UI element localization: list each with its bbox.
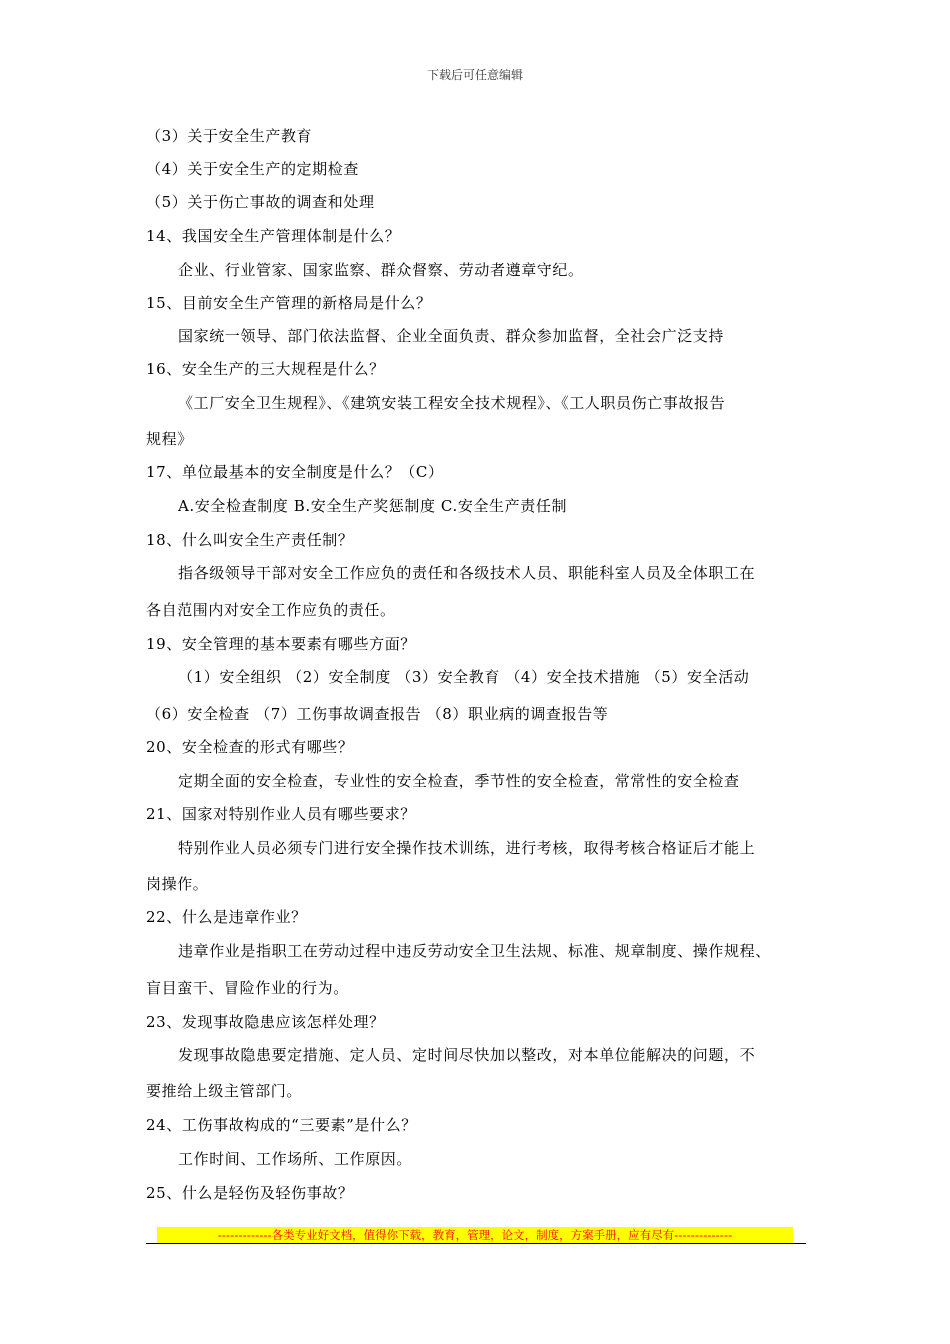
answer-line: （3）关于安全生产教育: [146, 127, 313, 145]
answer-23: 发现事故隐患要定措施、定人员、定时间尽快加以整改，对本单位能解决的问题，不: [178, 1046, 756, 1064]
answer-line: （4）关于安全生产的定期检查: [146, 160, 359, 178]
answer-17: A.安全检查制度 B.安全生产奖惩制度 C.安全生产责任制: [178, 497, 568, 515]
answer-21: 特别作业人员必须专门进行安全操作技术训练，进行考核，取得考核合格证后才能上: [178, 839, 756, 857]
question-24: 24、工伤事故构成的“三要素”是什么？: [146, 1116, 417, 1134]
answer-18: 指各级领导干部对安全工作应负的责任和各级技术人员、职能科室人员及全体职工在: [178, 564, 756, 582]
answer-14: 企业、行业管家、国家监察、群众督察、劳动者遵章守纪。: [178, 261, 584, 279]
answer-16-cont: 规程》: [146, 430, 193, 448]
answer-22-cont: 盲目蛮干、冒险作业的行为。: [146, 979, 349, 997]
question-25: 25、什么是轻伤及轻伤事故？: [146, 1184, 354, 1202]
question-17: 17、单位最基本的安全制度是什么？（C）: [146, 463, 444, 481]
answer-22: 违章作业是指职工在劳动过程中违反劳动安全卫生法规、标准、规章制度、操作规程、: [178, 942, 771, 960]
question-15: 15、目前安全生产管理的新格局是什么？: [146, 294, 432, 312]
question-14: 14、我国安全生产管理体制是什么？: [146, 227, 401, 245]
answer-18-cont: 各自范围内对安全工作应负的责任。: [146, 601, 396, 619]
answer-19: （1）安全组织 （2）安全制度 （3）安全教育 （4）安全技术措施 （5）安全活动: [178, 668, 750, 686]
answer-16: 《工厂安全卫生规程》、《建筑安装工程安全技术规程》、《工人职员伤亡事故报告: [178, 394, 726, 412]
answer-20: 定期全面的安全检查，专业性的安全检查，季节性的安全检查，常常性的安全检查: [178, 772, 740, 790]
question-16: 16、安全生产的三大规程是什么？: [146, 360, 385, 378]
question-19: 19、安全管理的基本要素有哪些方面？: [146, 635, 416, 653]
answer-19-cont: （6）安全检查 （7）工伤事故调查报告 （8）职业病的调查报告等: [146, 705, 609, 723]
question-21: 21、国家对特别作业人员有哪些要求？: [146, 805, 416, 823]
question-22: 22、什么是违章作业？: [146, 908, 307, 926]
question-23: 23、发现事故隐患应该怎样处理？: [146, 1013, 385, 1031]
footer-banner: -------------各类专业好文档，值得你下载，教育，管理，论文，制度，方案手册，应有尽有--------------: [217, 1228, 733, 1242]
question-20: 20、安全检查的形式有哪些？: [146, 738, 354, 756]
answer-line: （5）关于伤亡事故的调查和处理: [146, 193, 375, 211]
answer-21-cont: 岗操作。: [146, 875, 209, 893]
answer-24: 工作时间、工作场所、工作原因。: [178, 1150, 413, 1168]
footer-divider: [146, 1243, 806, 1244]
page-header: 下载后可任意编辑: [426, 68, 523, 82]
question-18: 18、什么叫安全生产责任制？: [146, 531, 354, 549]
answer-15: 国家统一领导、部门依法监督、企业全面负责、群众参加监督，全社会广泛支持: [178, 327, 725, 345]
answer-23-cont: 要推给上级主管部门。: [146, 1082, 303, 1100]
